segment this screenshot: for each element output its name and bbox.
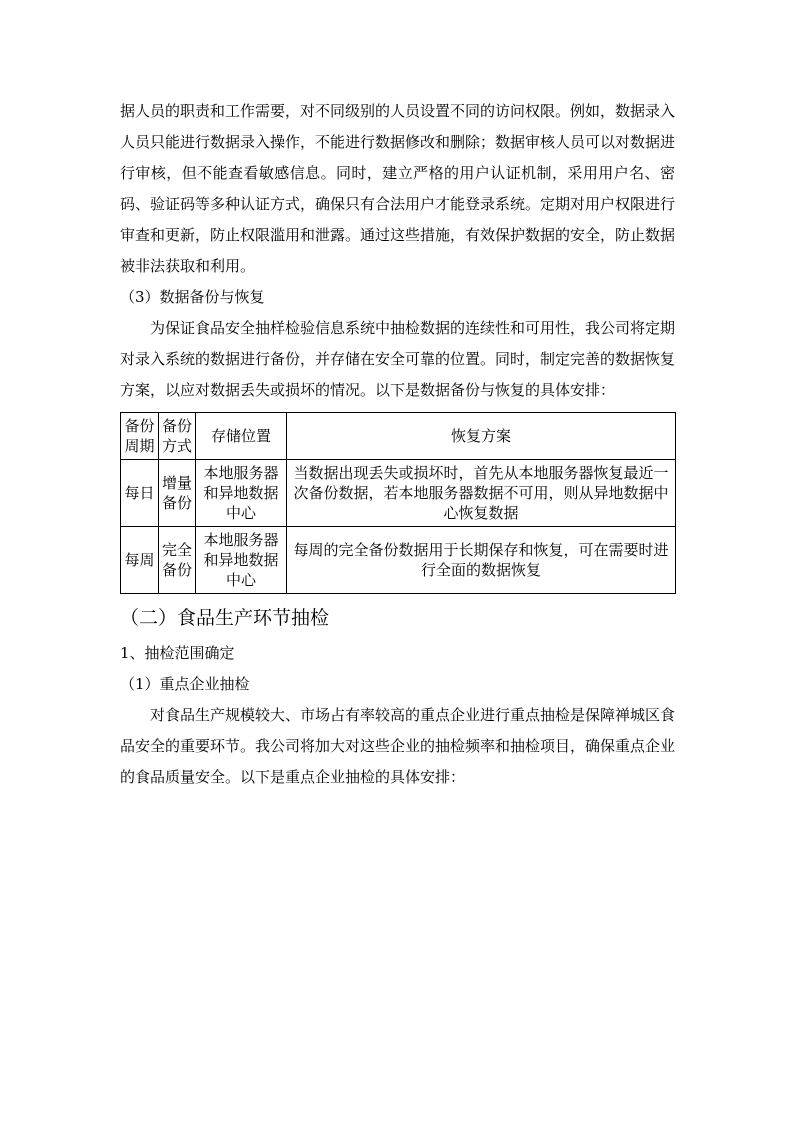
table-row bbox=[121, 460, 676, 527]
table-header-row bbox=[121, 413, 676, 460]
access-control-paragraph: 据人员的职责和工作需要，对不同级别的人员设置不同的访问权限。例如，数据录入人员只能进行数据录入操作，不能进行数据修改和删除；数据审核人员可以对数据进行审核，但不能查看敏感信息。同时，建立严格的用户认证机制，采用用户名、密码、验证码等多种认证方式，确保只有合法用户才能登录系统。定期对用户权限进行审查和更新，防止权限滥用和泄露。通过这些措施，有效保护数据的安全，防止数据被非法获取和利用。 bbox=[120, 102, 676, 275]
section-heading-production: （二）食品生产环节抽检 bbox=[120, 607, 330, 629]
cell-period: 每日 bbox=[121, 460, 159, 527]
header-recovery-plan: 恢复方案 bbox=[287, 413, 676, 460]
cell-plan: 每周的完全备份数据用于长期保存和恢复，可在需要时进行全面的数据恢复 bbox=[287, 527, 676, 594]
section-scope-title: 1、抽检范围确定 bbox=[120, 644, 235, 662]
cell-plan: 当数据出现丢失或损坏时，首先从本地服务器恢复最近一次备份数据，若本地服务器数据不可用，则从异地数据中心恢复数据 bbox=[287, 460, 676, 527]
cell-method: 完全备份 bbox=[159, 527, 196, 594]
header-backup-method: 备份方式 bbox=[159, 413, 196, 460]
cell-method: 增量备份 bbox=[159, 460, 196, 527]
cell-location: 本地服务器和异地数据中心 bbox=[196, 460, 287, 527]
subsection-backup-title: （3）数据备份与恢复 bbox=[120, 288, 265, 306]
subsection-key-enterprise-title: （1）重点企业抽检 bbox=[120, 675, 250, 693]
cell-location: 本地服务器和异地数据中心 bbox=[196, 527, 287, 594]
backup-table bbox=[120, 412, 676, 594]
key-enterprise-paragraph: 对食品生产规模较大、市场占有率较高的重点企业进行重点抽检是保障禅城区食品安全的重要环节。我公司将加大对这些企业的抽检频率和抽检项目，确保重点企业的食品质量安全。以下是重点企业抽检的具体安排： bbox=[120, 706, 676, 786]
backup-intro-paragraph: 为保证食品安全抽样检验信息系统中抽检数据的连续性和可用性，我公司将定期对录入系统的数据进行备份，并存储在安全可靠的位置。同时，制定完善的数据恢复方案，以应对数据丢失或损坏的情况。以下是数据备份与恢复的具体安排： bbox=[120, 319, 676, 399]
table-row bbox=[121, 527, 676, 594]
header-storage-location: 存储位置 bbox=[196, 413, 287, 460]
cell-period: 每周 bbox=[121, 527, 159, 594]
document-page bbox=[120, 96, 675, 793]
header-backup-period: 备份周期 bbox=[121, 413, 159, 460]
